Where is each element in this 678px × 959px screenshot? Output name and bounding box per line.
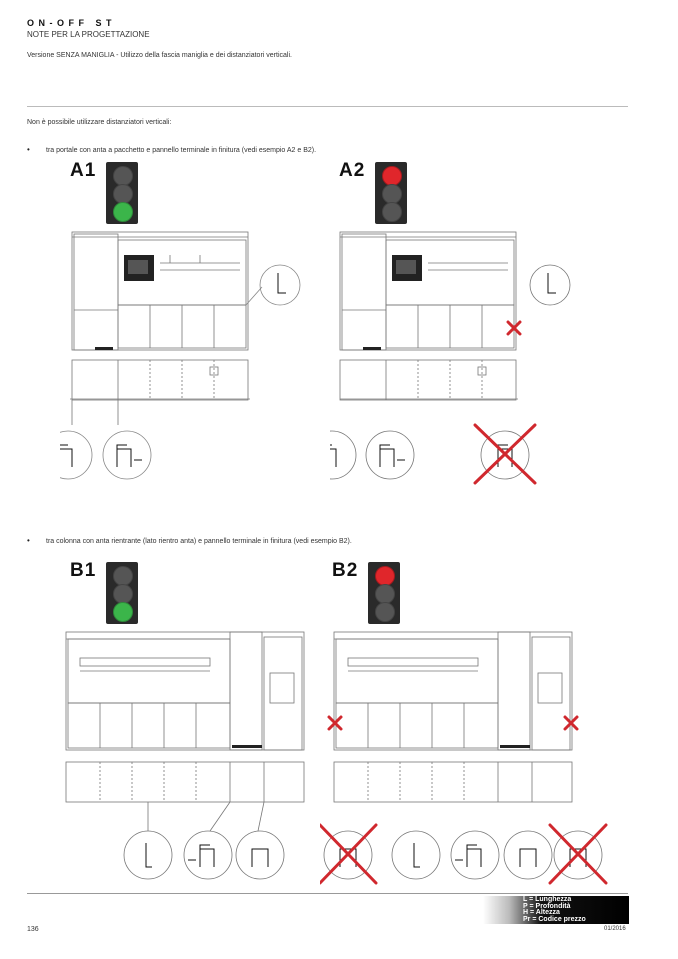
legend-l: L = Lunghezza (523, 896, 572, 903)
page-number: 136 (27, 926, 39, 933)
bullet-text-1: tra portale con anta a pacchetto e pannello terminale in finitura (vedi esempio A2 e B2). (46, 147, 317, 154)
example-label-a2: A2 (339, 160, 366, 181)
kitchen-drawing-b2 (320, 625, 620, 885)
legend-pr: Pr = Codice prezzo (523, 915, 586, 923)
kitchen-drawing-a2 (330, 225, 590, 485)
legend-box (483, 896, 629, 924)
intro-text: Versione SENZA MANIGLIA - Utilizzo della fascia maniglia e dei distanziatori verticali. (27, 52, 292, 59)
section-heading: Non è possibile utilizzare distanziatori verticali: (27, 119, 172, 126)
bullet-dot: • (27, 145, 30, 154)
example-label-a1: A1 (70, 160, 97, 181)
green-light-icon (113, 202, 133, 222)
legend-h: H = Altezza (523, 909, 560, 916)
example-label-b1: B1 (70, 560, 97, 581)
divider (27, 106, 628, 107)
page-subtitle: NOTE PER LA PROGETTAZIONE (27, 30, 150, 39)
bullet-dot-2: • (27, 536, 30, 545)
kitchen-drawing-b1 (60, 625, 320, 885)
traffic-light-a2 (375, 162, 407, 224)
red-light-icon (382, 166, 402, 186)
example-label-b2: B2 (332, 560, 359, 581)
bullet-text-2: tra colonna con anta rientrante (lato rientro anta) e pannello terminale in finitura (vedi esempio B2). (46, 538, 352, 545)
red-light-icon (375, 566, 395, 586)
kitchen-drawing-a1 (60, 225, 320, 485)
footer-date: 01/2016 (604, 926, 626, 932)
legend-p: P = Profondità (523, 902, 571, 910)
brand-title: ON-OFF ST (27, 18, 116, 28)
footer-divider (27, 893, 628, 894)
green-light-icon (113, 602, 133, 622)
traffic-light-b1 (106, 562, 138, 624)
traffic-light-b2 (368, 562, 400, 624)
traffic-light-a1 (106, 162, 138, 224)
